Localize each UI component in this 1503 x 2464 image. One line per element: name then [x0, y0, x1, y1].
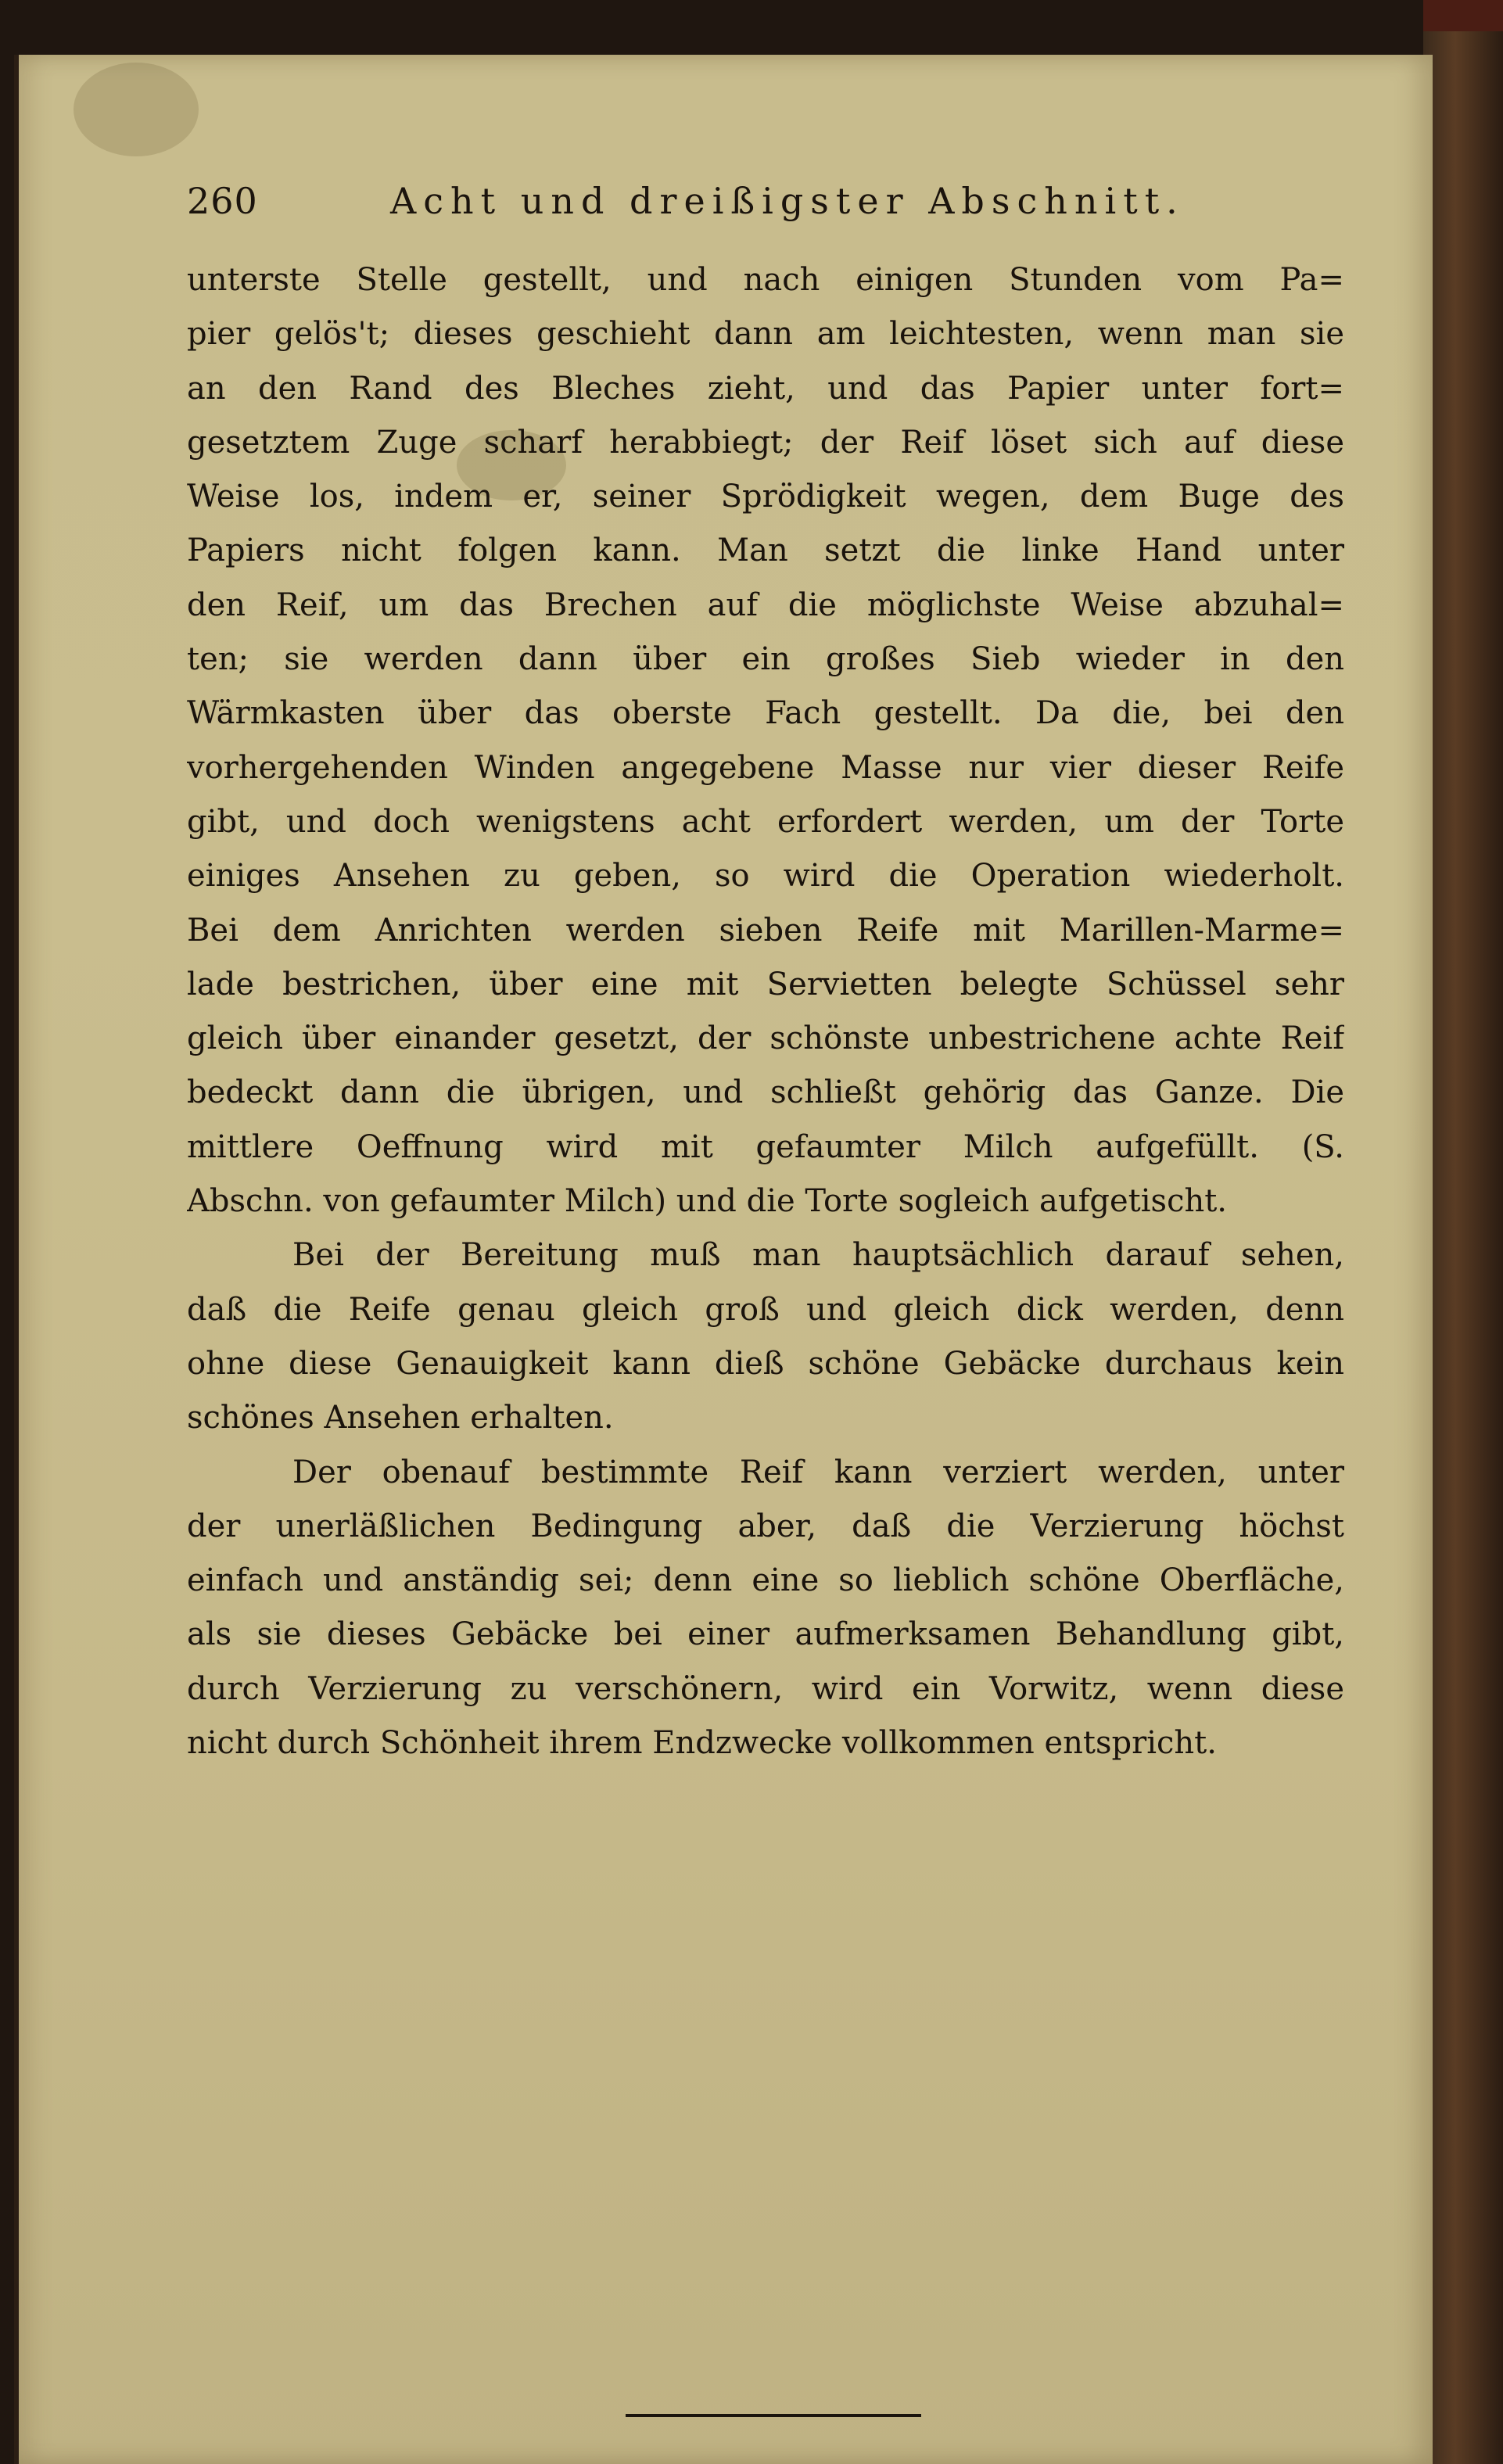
text-line: einfach und anständig sei; denn eine so lieblich schöne Oberfläche, — [187, 1562, 1344, 1599]
text-line: ohne diese Genauigkeit kann dieß schöne Gebäcke durchaus kein — [187, 1345, 1344, 1382]
running-head — [187, 180, 1344, 250]
text-line: gibt, und doch wenigstens acht erfordert werden, um der Torte — [187, 803, 1344, 840]
text-line: Wärmkasten über das oberste Fach gestellt. Da die, bei den — [187, 695, 1344, 732]
text-block — [187, 180, 1344, 1770]
text-line: Bei dem Anrichten werden sieben Reife mit Marillen-Marme= — [187, 912, 1344, 949]
text-line: schönes Ansehen erhalten. — [187, 1400, 614, 1436]
end-rule — [626, 2414, 921, 2417]
text-line: ten; sie werden dann über ein großes Sieb wieder in den — [187, 641, 1344, 678]
chapter-title: Acht und dreißigster Abschnitt. — [390, 180, 1185, 222]
text-line: Bei der Bereitung muß man hauptsächlich darauf sehen, — [292, 1237, 1344, 1274]
text-line: bedeckt dann die übrigen, und schließt gehörig das Ganze. Die — [187, 1074, 1344, 1111]
text-line: gleich über einander gesetzt, der schönste unbestrichene achte Reif — [187, 1020, 1344, 1057]
text-line: nicht durch Schönheit ihrem Endzwecke vollkommen entspricht. — [187, 1725, 1217, 1762]
paragraph — [187, 253, 1344, 1228]
text-line: daß die Reife genau gleich groß und gleich dick werden, denn — [187, 1291, 1344, 1328]
text-line: der unerläßlichen Bedingung aber, daß die Verzierung höchst — [187, 1508, 1344, 1544]
book-edge — [1423, 0, 1503, 2464]
text-line: unterste Stelle gestellt, und nach einigen Stunden vom Pa= — [187, 262, 1344, 298]
text-line: gesetztem Zuge scharf herabbiegt; der Reif löset sich auf diese — [187, 424, 1344, 461]
text-line: vorhergehenden Winden angegebene Masse nur vier dieser Reife — [187, 749, 1344, 786]
text-line: durch Verzierung zu verschönern, wird ein Vorwitz, wenn diese — [187, 1670, 1344, 1707]
text-line: mittlere Oeffnung wird mit gefaumter Milch aufgefüllt. (S. — [187, 1128, 1344, 1165]
paragraph — [187, 1228, 1344, 1445]
book-page — [14, 55, 1433, 2464]
text-line: pier gelös't; dieses geschieht dann am leichtesten, wenn man sie — [187, 316, 1344, 353]
text-line: als sie dieses Gebäcke bei einer aufmerksamen Behandlung gibt, — [187, 1616, 1344, 1653]
body-text — [187, 253, 1344, 1770]
text-line: an den Rand des Bleches zieht, und das Papier unter fort= — [187, 370, 1344, 407]
text-line: Weise los, indem er, seiner Sprödigkeit wegen, dem Buge des — [187, 479, 1344, 515]
page-number: 260 — [187, 180, 258, 222]
text-line: den Reif, um das Brechen auf die möglichste Weise abzuhal= — [187, 586, 1344, 623]
text-line: lade bestrichen, über eine mit Servietten belegte Schüssel sehr — [187, 966, 1344, 1002]
text-line: einiges Ansehen zu geben, so wird die Operation wiederholt. — [187, 858, 1344, 895]
paper-stain — [74, 63, 199, 156]
text-line: Abschn. von gefaumter Milch) und die Torte sogleich aufgetischt. — [187, 1183, 1228, 1220]
paragraph — [187, 1446, 1344, 1771]
text-line: Papiers nicht folgen kann. Man setzt die linke Hand unter — [187, 533, 1344, 569]
text-line: Der obenauf bestimmte Reif kann verziert werden, unter — [292, 1454, 1344, 1490]
book-edge-band — [1423, 0, 1503, 31]
